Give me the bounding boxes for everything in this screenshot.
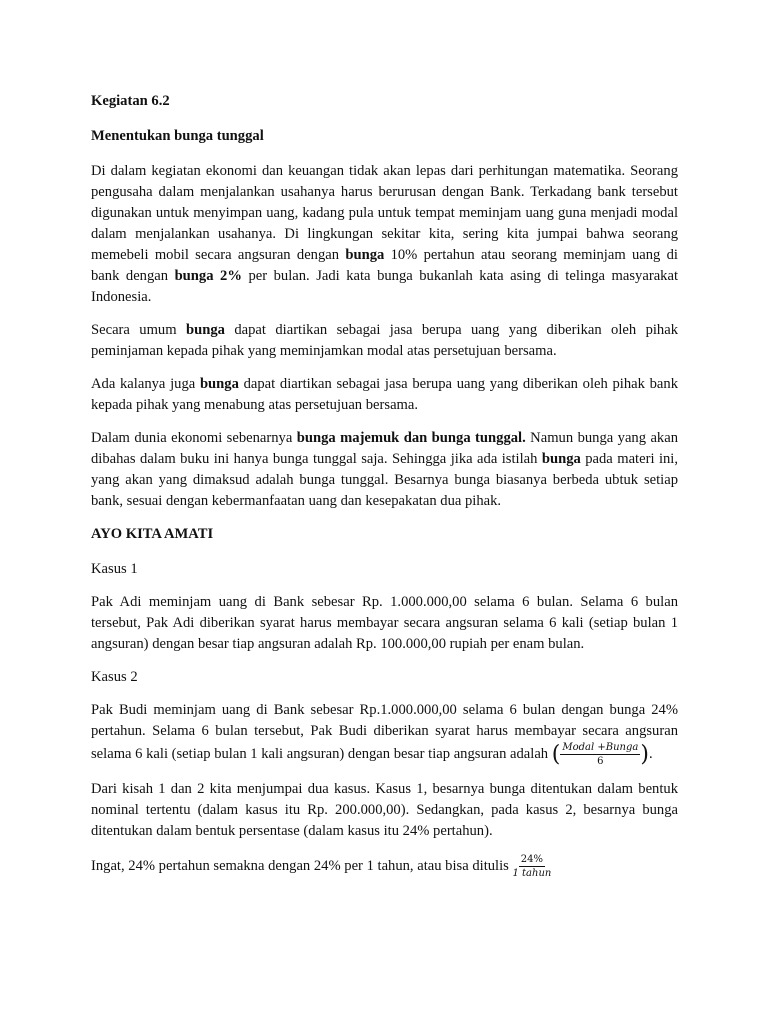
paragraph-definition-2 (91, 374, 678, 416)
fraction-numerator: Modal +Bunga (562, 742, 639, 753)
text-run: Namun bunga yang akan dibahas dalam buku ini hanya bunga tunggal saja. Sehingga jika ada istilah (91, 430, 679, 467)
document-body (91, 91, 678, 891)
bold-term: bunga 2% (174, 268, 242, 284)
text-run: Dalam dunia ekonomi sebenarnya (91, 430, 297, 446)
paragraph-comparison: Dari kisah 1 dan 2 kita menjumpai dua kasus. Kasus 1, besarnya bunga ditentukan dalam bentuk nominal tertentu (dalam kasus itu Rp. 200.000,00). Sedangkan, pada kasus 2, besarnya bunga ditentukan dalam bentuk persentase (dalam kasus itu 24% pertahun). (91, 781, 678, 839)
text-run: Pak Budi meminjam uang di Bank sebesar Rp.1.000.000,00 selama 6 bulan dengan bunga 24% pertahun. Selama 6 bulan tersebut, Pak Budi diberikan syarat harus membayar secara angsuran selama 6 kali (setiap bulan 1 kali angsuran) dengan besar tiap angsuran adalah (91, 702, 678, 762)
kasus-1-text: Pak Adi meminjam uang di Bank sebesar Rp. 1.000.000,00 selama 6 bulan. Selama 6 bulan tersebut, Pak Adi diberikan syarat harus membayar secara angsuran selama 6 kali (setiap bulan 1 angsuran) dengan besar tiap angsuran adalah Rp. 100.000,00 rupiah per enam bulan. (91, 594, 678, 652)
paragraph-types (91, 428, 678, 512)
section-heading: AYO KITA AMATI (91, 526, 214, 542)
text-run: Di dalam kegiatan ekonomi dan keuangan tidak akan lepas dari perhitungan matematika. Seorang pengusaha dalam menjalankan usahanya harus berurusan dengan Bank. Terkadang bank tersebut digunakan untuk menyimpan uang, kadang pula untuk tempat meminjam uang guna menjadi modal dalam menjalankan usahanya. Di lingkungan sekitar kita, sering kita jumpai bahwa seorang memebeli mobil secara angsuran dengan (91, 163, 678, 263)
text-run: per bulan. Jadi kata bunga bukanlah kata asing di telinga masyarakat Indonesia. (91, 268, 678, 305)
paren-open: ( (551, 742, 561, 767)
installment-fraction (560, 742, 640, 767)
text-run: pada materi ini, yang akan yang dimaksud adalah bunga tunggal. Besarnya bunga biasanya berbeda ubtuk setiap bank, sesuai dengan kebermanfaatan uang dan kesepakatan dua pihak. (91, 451, 678, 509)
bold-term: bunga (345, 247, 385, 263)
kasus-2-label: Kasus 2 (91, 669, 138, 685)
bold-term: bunga (541, 451, 581, 467)
text-run: 10% pertahun atau seorang meminjam uang di bank dengan (91, 247, 678, 284)
bold-term: bunga majemuk dan bunga tunggal. (296, 430, 526, 446)
kasus-2-text (91, 700, 678, 767)
fraction-denominator: 6 (597, 756, 604, 767)
paragraph-definition-1 (91, 320, 678, 362)
fraction-denominator: 1 tahun (512, 868, 552, 879)
paragraph-intro (91, 161, 678, 308)
period: . (648, 746, 653, 762)
text-run: dapat diartikan sebagai jasa berupa uang yang diberikan oleh pihak bank kepada pihak yang menabung atas persetujuan bersama. (91, 376, 679, 413)
text-run: Ingat, 24% pertahun semakna dengan 24% per 1 tahun, atau bisa ditulis (91, 857, 513, 874)
bold-term: bunga (186, 322, 225, 338)
bold-term: bunga (199, 376, 239, 392)
activity-title: Kegiatan 6.2 (91, 93, 170, 109)
text-run: dapat diartikan sebagai jasa berupa uang yang diberikan oleh pihak peminjaman kepada pihak yang meminjamkan modal atas persetujuan bersama. (91, 322, 678, 359)
kasus-1-label: Kasus 1 (91, 561, 138, 577)
percent-fraction (512, 854, 551, 879)
text-run: Ada kalanya juga (91, 376, 200, 392)
paren-close: ) (640, 742, 649, 767)
section-subtitle: Menentukan bunga tunggal (91, 128, 264, 144)
paragraph-reminder (91, 854, 678, 879)
fraction-numerator: 24% (520, 854, 544, 865)
text-run: Secara umum (91, 322, 186, 338)
